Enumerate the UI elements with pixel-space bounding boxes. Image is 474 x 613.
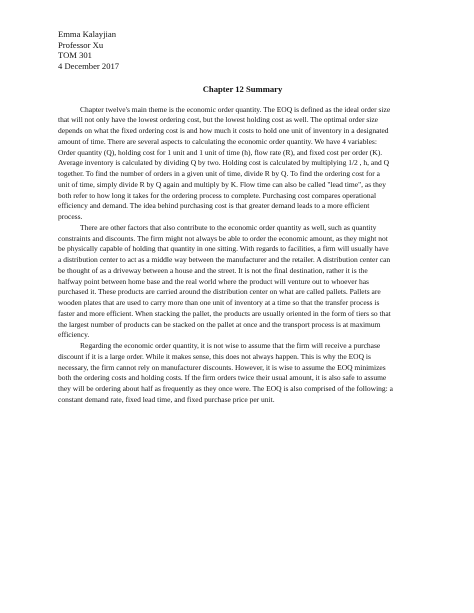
paragraph-3: [58, 341, 421, 406]
text-line: constraints and discounts. The firm might not always be able to order the economic amount, as they might not: [58, 233, 388, 243]
text-line: the largest number of products can be stacked on the pallet at once and the transport process is at maximum: [58, 319, 381, 329]
text-line: faster and more efficient. When stacking the pallet, the products are usually oriented in the form of tiers so that: [58, 308, 391, 318]
text-line: they will be ordering about half as frequently as they once were. The EOQ is also comprised of the following: a: [58, 384, 393, 394]
text-line: wooden plates that are used to carry more than one unit of inventory at a time so that the transfer process is: [58, 298, 380, 308]
document-date: 4 December 2017: [58, 61, 120, 72]
text-line: be thought of as a driveway between a house and the street. It is not the final destination, rather it is the: [58, 265, 368, 275]
text-line: both the ordering costs and holding costs. If the firm orders twice their usual amount, it is also safe to assume: [58, 373, 387, 383]
text-line: together. To find the number of orders in a given unit of time, divide R by Q. To find the ordering cost for a: [58, 169, 380, 179]
author-name: Emma Kalayjian: [58, 29, 116, 39]
text-line: Chapter twelve's main theme is the economic order quantity. The EOQ is defined as the ideal order size: [80, 104, 391, 114]
text-line: efficiency and demand. The idea behind purchasing cost is that greater demand leads to a more efficient: [58, 201, 370, 211]
text-line: discount if it is a large order. While it makes sense, this does not always happen. This is why the EOQ is: [58, 351, 371, 361]
text-line: purchased it. These products are carried around the distribution center on what are called pallets. Pallets are: [58, 287, 381, 297]
text-line: that will not only have the lowest ordering cost, but the lowest holding cost as well. The optimal order size: [58, 115, 379, 125]
paragraph-2: [58, 223, 421, 341]
page-title: Chapter 12 Summary: [202, 83, 283, 94]
text-line: process.: [58, 212, 83, 222]
text-line: amount of time. There are several aspects to calculating the economic order quantity. We have 4 variables:: [58, 136, 377, 146]
professor-name: Professor Xu: [58, 39, 104, 50]
text-line: depends on what the fixed ordering cost is and how much it costs to hold one unit of inventory in a designated: [58, 126, 389, 136]
text-line: necessary, the firm cannot rely on manufacturer discounts. However, it is wise to assume the EOQ minimizes: [58, 362, 386, 372]
text-line: Regarding the economic order quantity, it is not wise to assume that the firm will receive a purchase: [80, 341, 381, 351]
text-line: constant demand rate, fixed lead time, and fixed purchase price per unit.: [58, 394, 275, 404]
text-line: efficiency.: [58, 330, 90, 340]
paragraph-1: [58, 105, 421, 223]
text-line: both refer to how long it takes for the ordering process to complete. Purchasing cost compares operational: [58, 190, 377, 200]
text-line: halfway point between home base and the real world where the product will venture out to whoever has: [58, 276, 369, 286]
text-line: Order quantity (Q), holding cost for 1 unit and 1 unit of time (h), flow rate (R), and fixed cost per order (K).: [58, 147, 383, 157]
text-line: Average inventory is calculated by dividing Q by two. Holding cost is calculated by multiplying 1/2 , h, and Q: [58, 158, 390, 168]
document-page: [58, 29, 421, 406]
text-line: a distribution center to act as a middle way between the manufacturer and the retailer. A distribution center can: [58, 255, 391, 265]
text-line: There are other factors that also contribute to the economic order quantity as well, such as quantity: [80, 222, 377, 232]
text-line: be physically capable of holding that quantity in one sitting. With regards to facilities, a firm will usually have: [58, 244, 389, 254]
course-code: TOM 301: [58, 50, 92, 61]
text-line: unit of time, simply divide R by Q again and multiply by K. Flow time can also be called "lead time", as they: [58, 179, 386, 189]
